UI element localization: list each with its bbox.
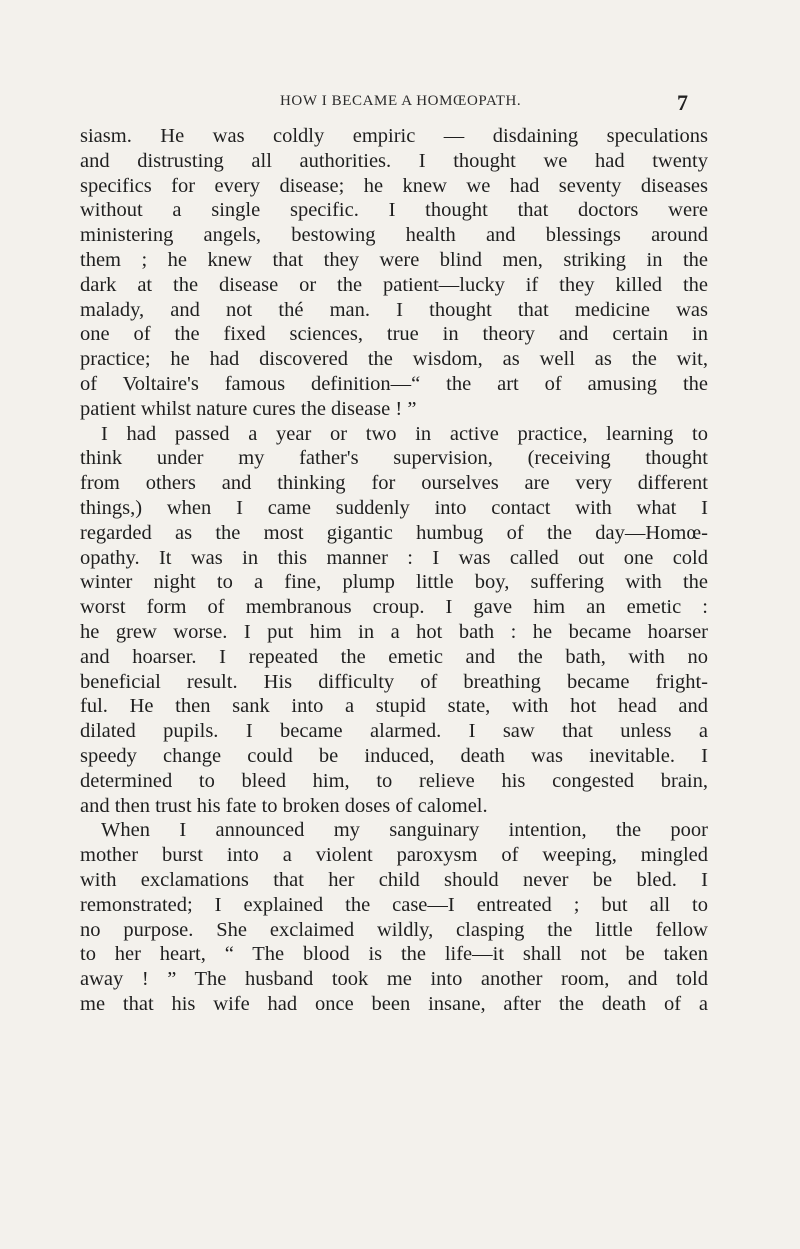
text-line: he grew worse. I put him in a hot bath : he became hoarser: [80, 620, 708, 643]
text-line: practice; he had discovered the wisdom, as well as the wit,: [80, 348, 708, 371]
paragraph-start-line: I had passed a year or two in active practice, learning to: [101, 422, 708, 445]
text-line: no purpose. She exclaimed wildly, clasping the little fellow: [80, 918, 708, 941]
text-line: me that his wife had once been insane, after the death of a: [80, 992, 708, 1015]
text-line: and distrusting all authorities. I thought we had twenty: [80, 149, 708, 172]
text-line: dilated pupils. I became alarmed. I saw that unless a: [80, 720, 708, 743]
text-line: to her heart, “ The blood is the life—it shall not be taken: [80, 943, 708, 966]
text-line: worst form of membranous croup. I gave him an emetic :: [80, 596, 708, 619]
text-line: beneficial result. His difficulty of breathing became fright-: [80, 670, 708, 693]
text-line: of Voltaire's famous definition—“ the art of amusing the: [80, 372, 708, 395]
text-line: one of the fixed sciences, true in theory and certain in: [80, 323, 708, 346]
paragraph-end-line: patient whilst nature cures the disease ! ”: [80, 397, 417, 420]
paragraph-end-line: and then trust his fate to broken doses of calomel.: [80, 794, 488, 817]
text-line: siasm. He was coldly empiric — disdaining speculations: [80, 125, 708, 147]
text-line: away ! ” The husband took me into another room, and told: [80, 968, 708, 991]
text-line: mother burst into a violent paroxysm of weeping, mingled: [80, 844, 708, 867]
text-line: determined to bleed him, to relieve his congested brain,: [80, 769, 708, 792]
page-number: 7: [677, 90, 688, 115]
text-line: ministering angels, bestowing health and blessings around: [80, 224, 708, 247]
text-line: things,) when I came suddenly into contact with what I: [80, 496, 708, 519]
text-line: think under my father's supervision, (receiving thought: [80, 447, 708, 470]
text-line: remonstrated; I explained the case—I entreated ; but all to: [80, 893, 708, 916]
running-title: HOW I BECAME A HOMŒOPATH.: [280, 93, 522, 109]
running-header: [228, 90, 688, 114]
text-line: speedy change could be induced, death was inevitable. I: [80, 744, 708, 767]
text-line: specifics for every disease; he knew we had seventy diseases: [80, 174, 708, 197]
text-line: with exclamations that her child should never be bled. I: [80, 868, 708, 891]
text-line: ful. He then sank into a stupid state, with hot head and: [80, 695, 708, 718]
body-text: [80, 124, 708, 1017]
text-line: from others and thinking for ourselves are very different: [80, 472, 708, 495]
text-line: them ; he knew that they were blind men, striking in the: [80, 248, 708, 271]
text-line: dark at the disease or the patient—lucky if they killed the: [80, 273, 708, 296]
paragraph-start-line: When I announced my sanguinary intention, the poor: [101, 819, 708, 842]
text-line: winter night to a fine, plump little boy, suffering with the: [80, 571, 708, 594]
text-line: and hoarser. I repeated the emetic and the bath, with no: [80, 645, 708, 668]
text-line: without a single specific. I thought that doctors were: [80, 199, 708, 222]
text-line: regarded as the most gigantic humbug of the day—Homœ-: [80, 521, 708, 544]
text-line: opathy. It was in this manner : I was called out one cold: [80, 546, 708, 569]
text-line: malady, and not thé man. I thought that medicine was: [80, 298, 708, 321]
